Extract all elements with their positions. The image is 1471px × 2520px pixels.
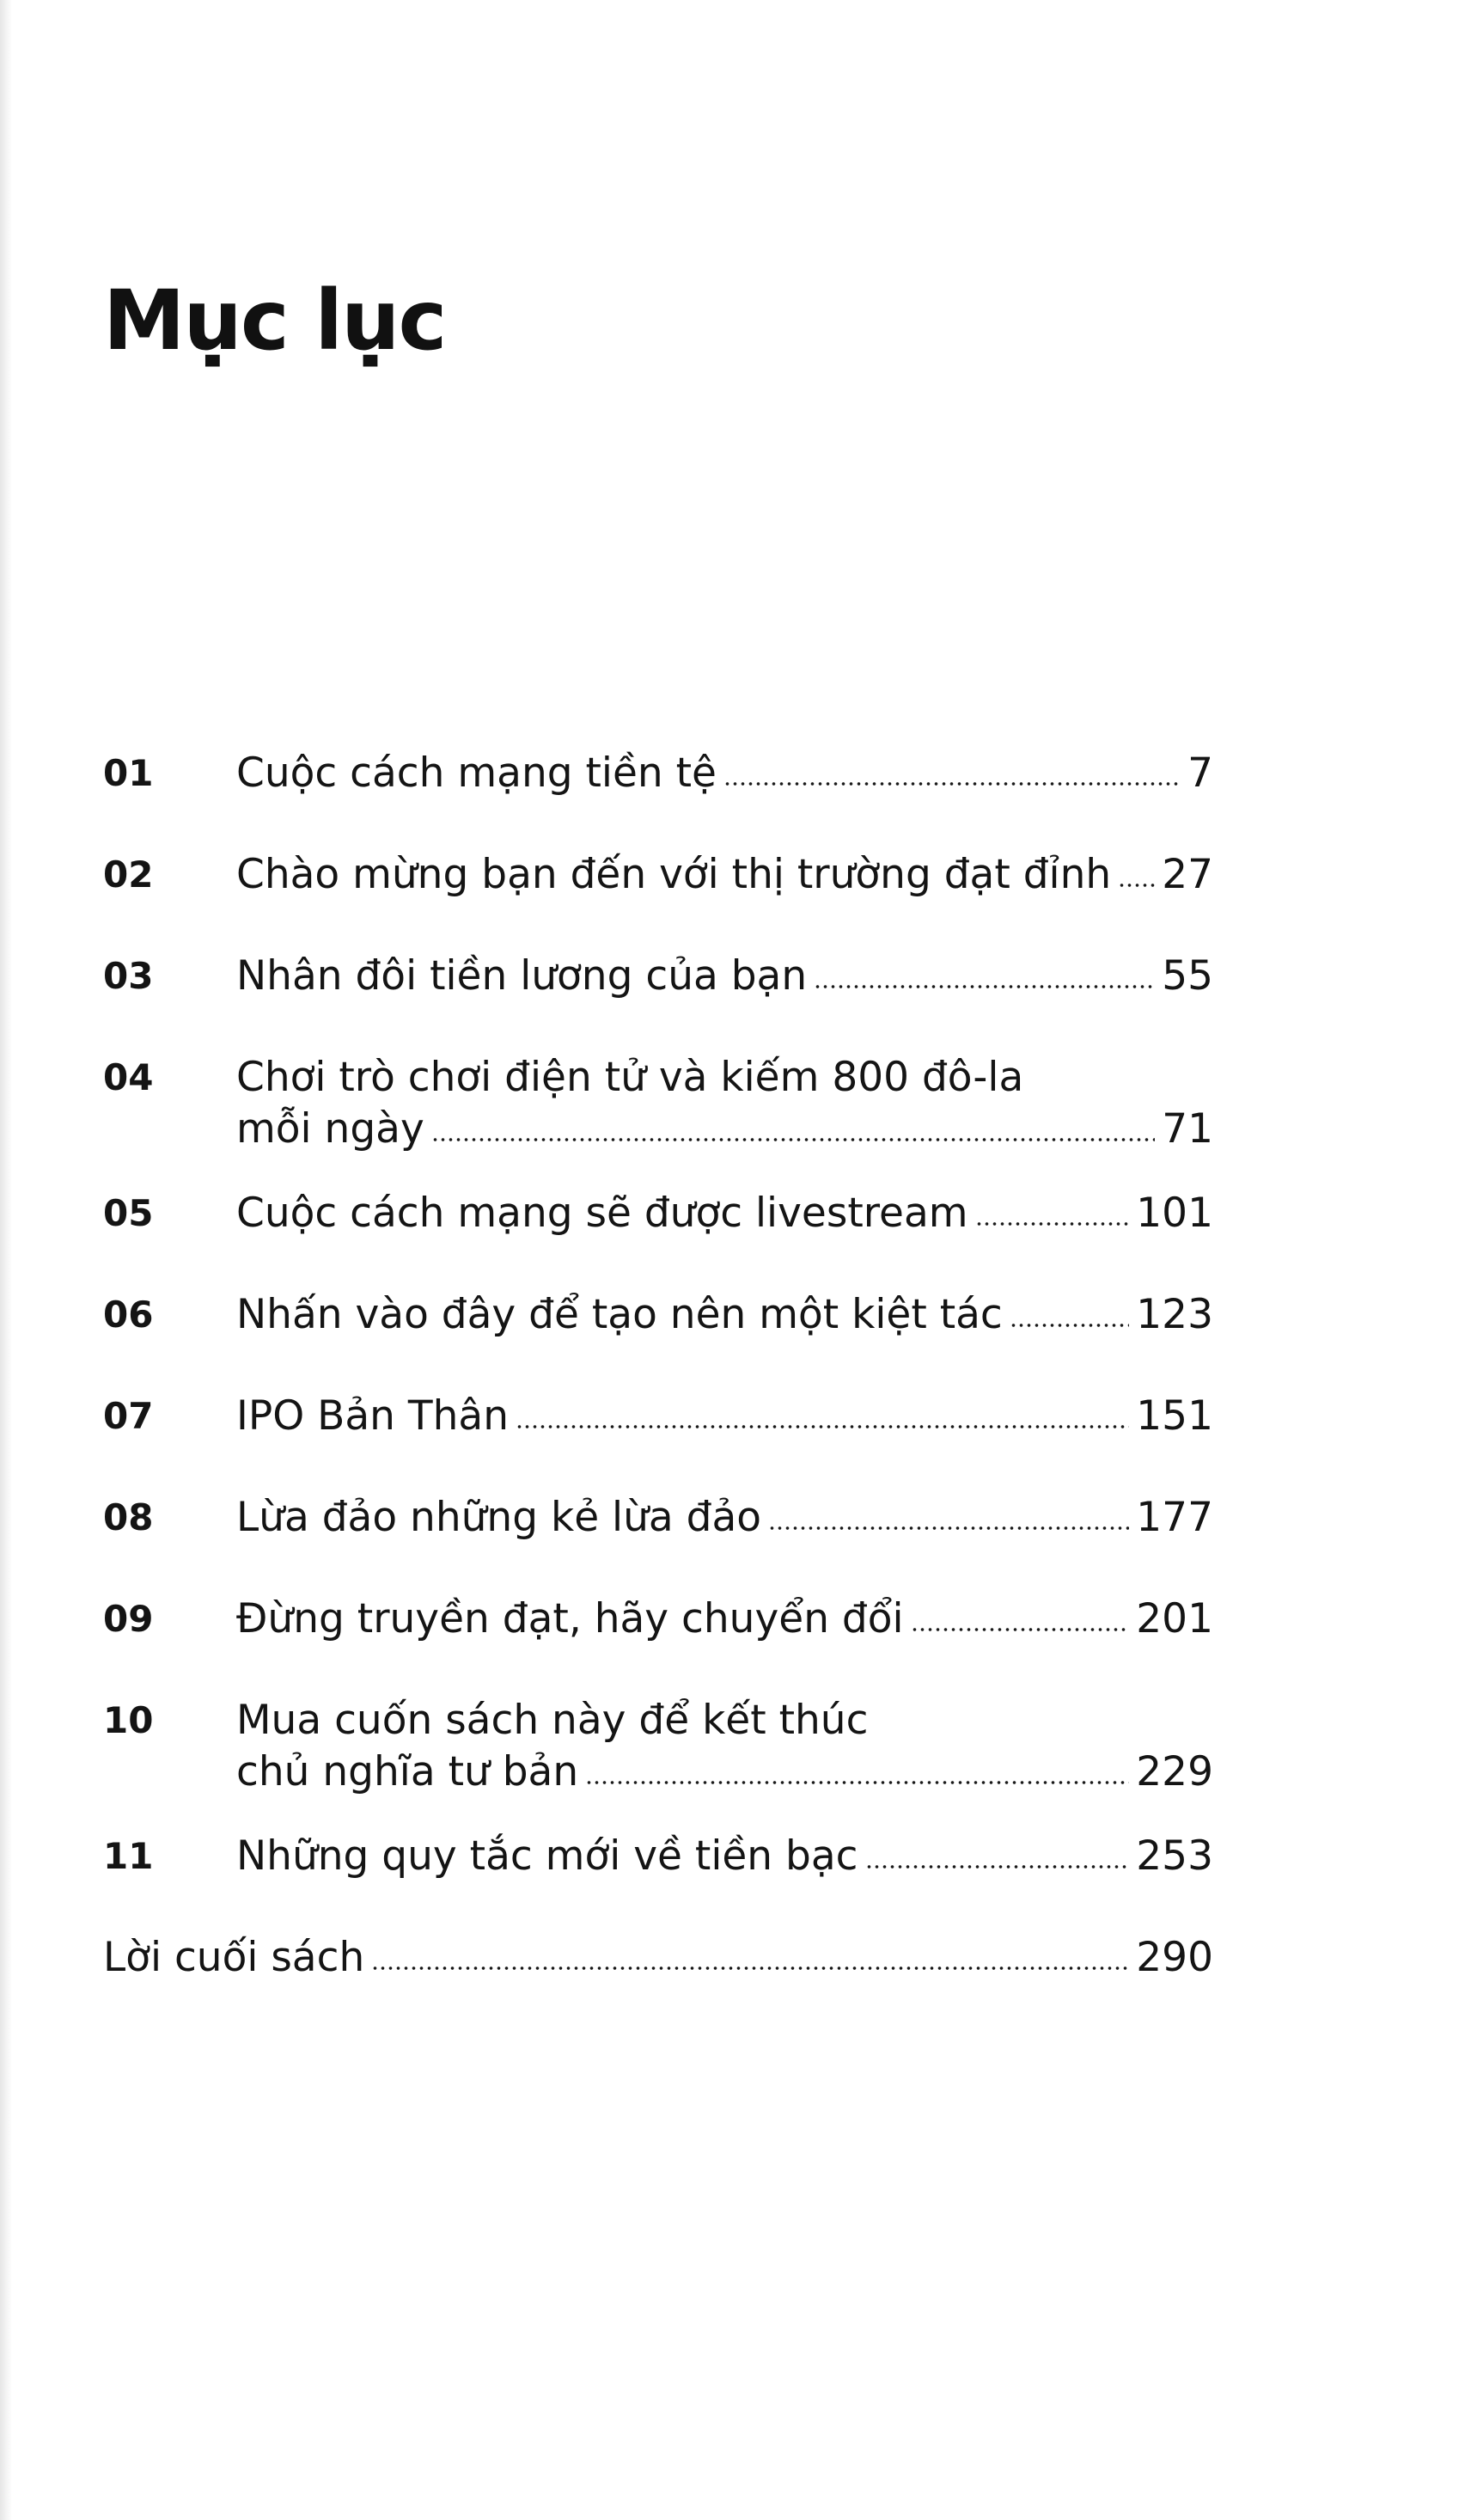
chapter-title-text: chủ nghĩa tư bản: [236, 1748, 579, 1795]
dot-leader: [371, 1966, 1129, 1971]
chapter-number: 06: [103, 1294, 154, 1336]
dot-leader: [865, 1864, 1130, 1869]
chapter-title-line: [236, 1052, 1213, 1104]
dot-leader: [585, 1780, 1129, 1785]
chapter-number: 04: [103, 1056, 154, 1098]
chapter-title: [236, 1831, 1213, 1882]
dot-leader: [723, 781, 1181, 786]
chapter-title: [236, 1695, 1213, 1798]
dot-leader: [1010, 1323, 1130, 1328]
page-number: 177: [1136, 1494, 1213, 1541]
page-number: 123: [1136, 1291, 1213, 1338]
chapter-title: [236, 1188, 1213, 1239]
page-number: 55: [1162, 952, 1213, 1000]
dot-leader: [911, 1627, 1130, 1632]
chapter-number: 03: [103, 955, 154, 997]
chapter-number: 05: [103, 1192, 154, 1234]
chapter-title: [236, 1391, 1213, 1442]
chapter-title-line: [236, 1746, 1213, 1798]
chapter-title-line: [236, 1831, 1213, 1882]
chapter-title-line: [236, 849, 1213, 901]
chapter-title: [236, 748, 1213, 799]
chapter-title-line: [236, 1289, 1213, 1341]
afterword-title: [103, 1932, 1213, 1984]
chapter-title-line: [236, 1695, 1213, 1746]
chapter-number: 02: [103, 853, 154, 896]
chapter-title-text: Mua cuốn sách này để kết thúc: [236, 1697, 869, 1744]
chapter-title-text: Lừa đảo những kẻ lừa đảo: [236, 1494, 762, 1541]
chapter-number: 08: [103, 1496, 154, 1538]
dot-leader: [431, 1137, 1155, 1142]
chapter-title-text: Nhấn vào đây để tạo nên một kiệt tác: [236, 1291, 1003, 1338]
page-number: 229: [1136, 1748, 1213, 1795]
afterword-line: [103, 1932, 1213, 1984]
dot-leader: [516, 1424, 1129, 1429]
chapter-title-line: [236, 748, 1213, 799]
dot-leader: [1118, 883, 1155, 888]
chapter-title-text: IPO Bản Thân: [236, 1392, 509, 1440]
chapter-title-text: Những quy tắc mới về tiền bạc: [236, 1832, 858, 1880]
chapter-title-line: [236, 1104, 1213, 1155]
page-number: 151: [1136, 1392, 1213, 1440]
page-edge-shadow: [0, 0, 12, 2520]
page-number: 201: [1136, 1595, 1213, 1642]
chapter-title-line: [236, 1593, 1213, 1645]
chapter-number: 07: [103, 1395, 154, 1437]
page-number: 27: [1162, 851, 1213, 898]
chapter-title-text: Chơi trò chơi điện tử và kiếm 800 đô-la: [236, 1054, 1024, 1101]
chapter-title-line: [236, 951, 1213, 1002]
chapter-title-text: Cuộc cách mạng tiền tệ: [236, 749, 717, 797]
chapter-title-text: Chào mừng bạn đến với thị trường đạt đỉnh: [236, 851, 1112, 898]
chapter-title-text: mỗi ngày: [236, 1105, 424, 1153]
chapter-title-line: [236, 1188, 1213, 1239]
chapter-title-text: Nhân đôi tiền lương của bạn: [236, 952, 808, 1000]
chapter-number: 11: [103, 1835, 154, 1877]
chapter-title: [236, 1593, 1213, 1645]
page-number: 71: [1162, 1105, 1213, 1153]
chapter-title: [236, 1492, 1213, 1544]
dot-leader: [768, 1526, 1129, 1531]
chapter-title: [236, 849, 1213, 901]
page-title: Mục lục: [103, 272, 446, 369]
page-number: 290: [1136, 1934, 1213, 1981]
dot-leader: [814, 984, 1155, 989]
afterword-label: Lời cuối sách: [103, 1934, 365, 1981]
chapter-title-line: [236, 1492, 1213, 1544]
page-number: 7: [1187, 749, 1213, 797]
chapter-number: 01: [103, 752, 154, 794]
chapter-title-text: Cuộc cách mạng sẽ được livestream: [236, 1190, 968, 1237]
page-number: 101: [1136, 1190, 1213, 1237]
chapter-title-text: Đừng truyền đạt, hãy chuyển đổi: [236, 1595, 904, 1642]
chapter-number: 09: [103, 1598, 154, 1640]
chapter-title: [236, 1052, 1213, 1155]
chapter-title: [236, 1289, 1213, 1341]
page-number: 253: [1136, 1832, 1213, 1880]
dot-leader: [975, 1221, 1130, 1226]
chapter-title: [236, 951, 1213, 1002]
chapter-number: 10: [103, 1699, 154, 1741]
chapter-title-line: [236, 1391, 1213, 1442]
